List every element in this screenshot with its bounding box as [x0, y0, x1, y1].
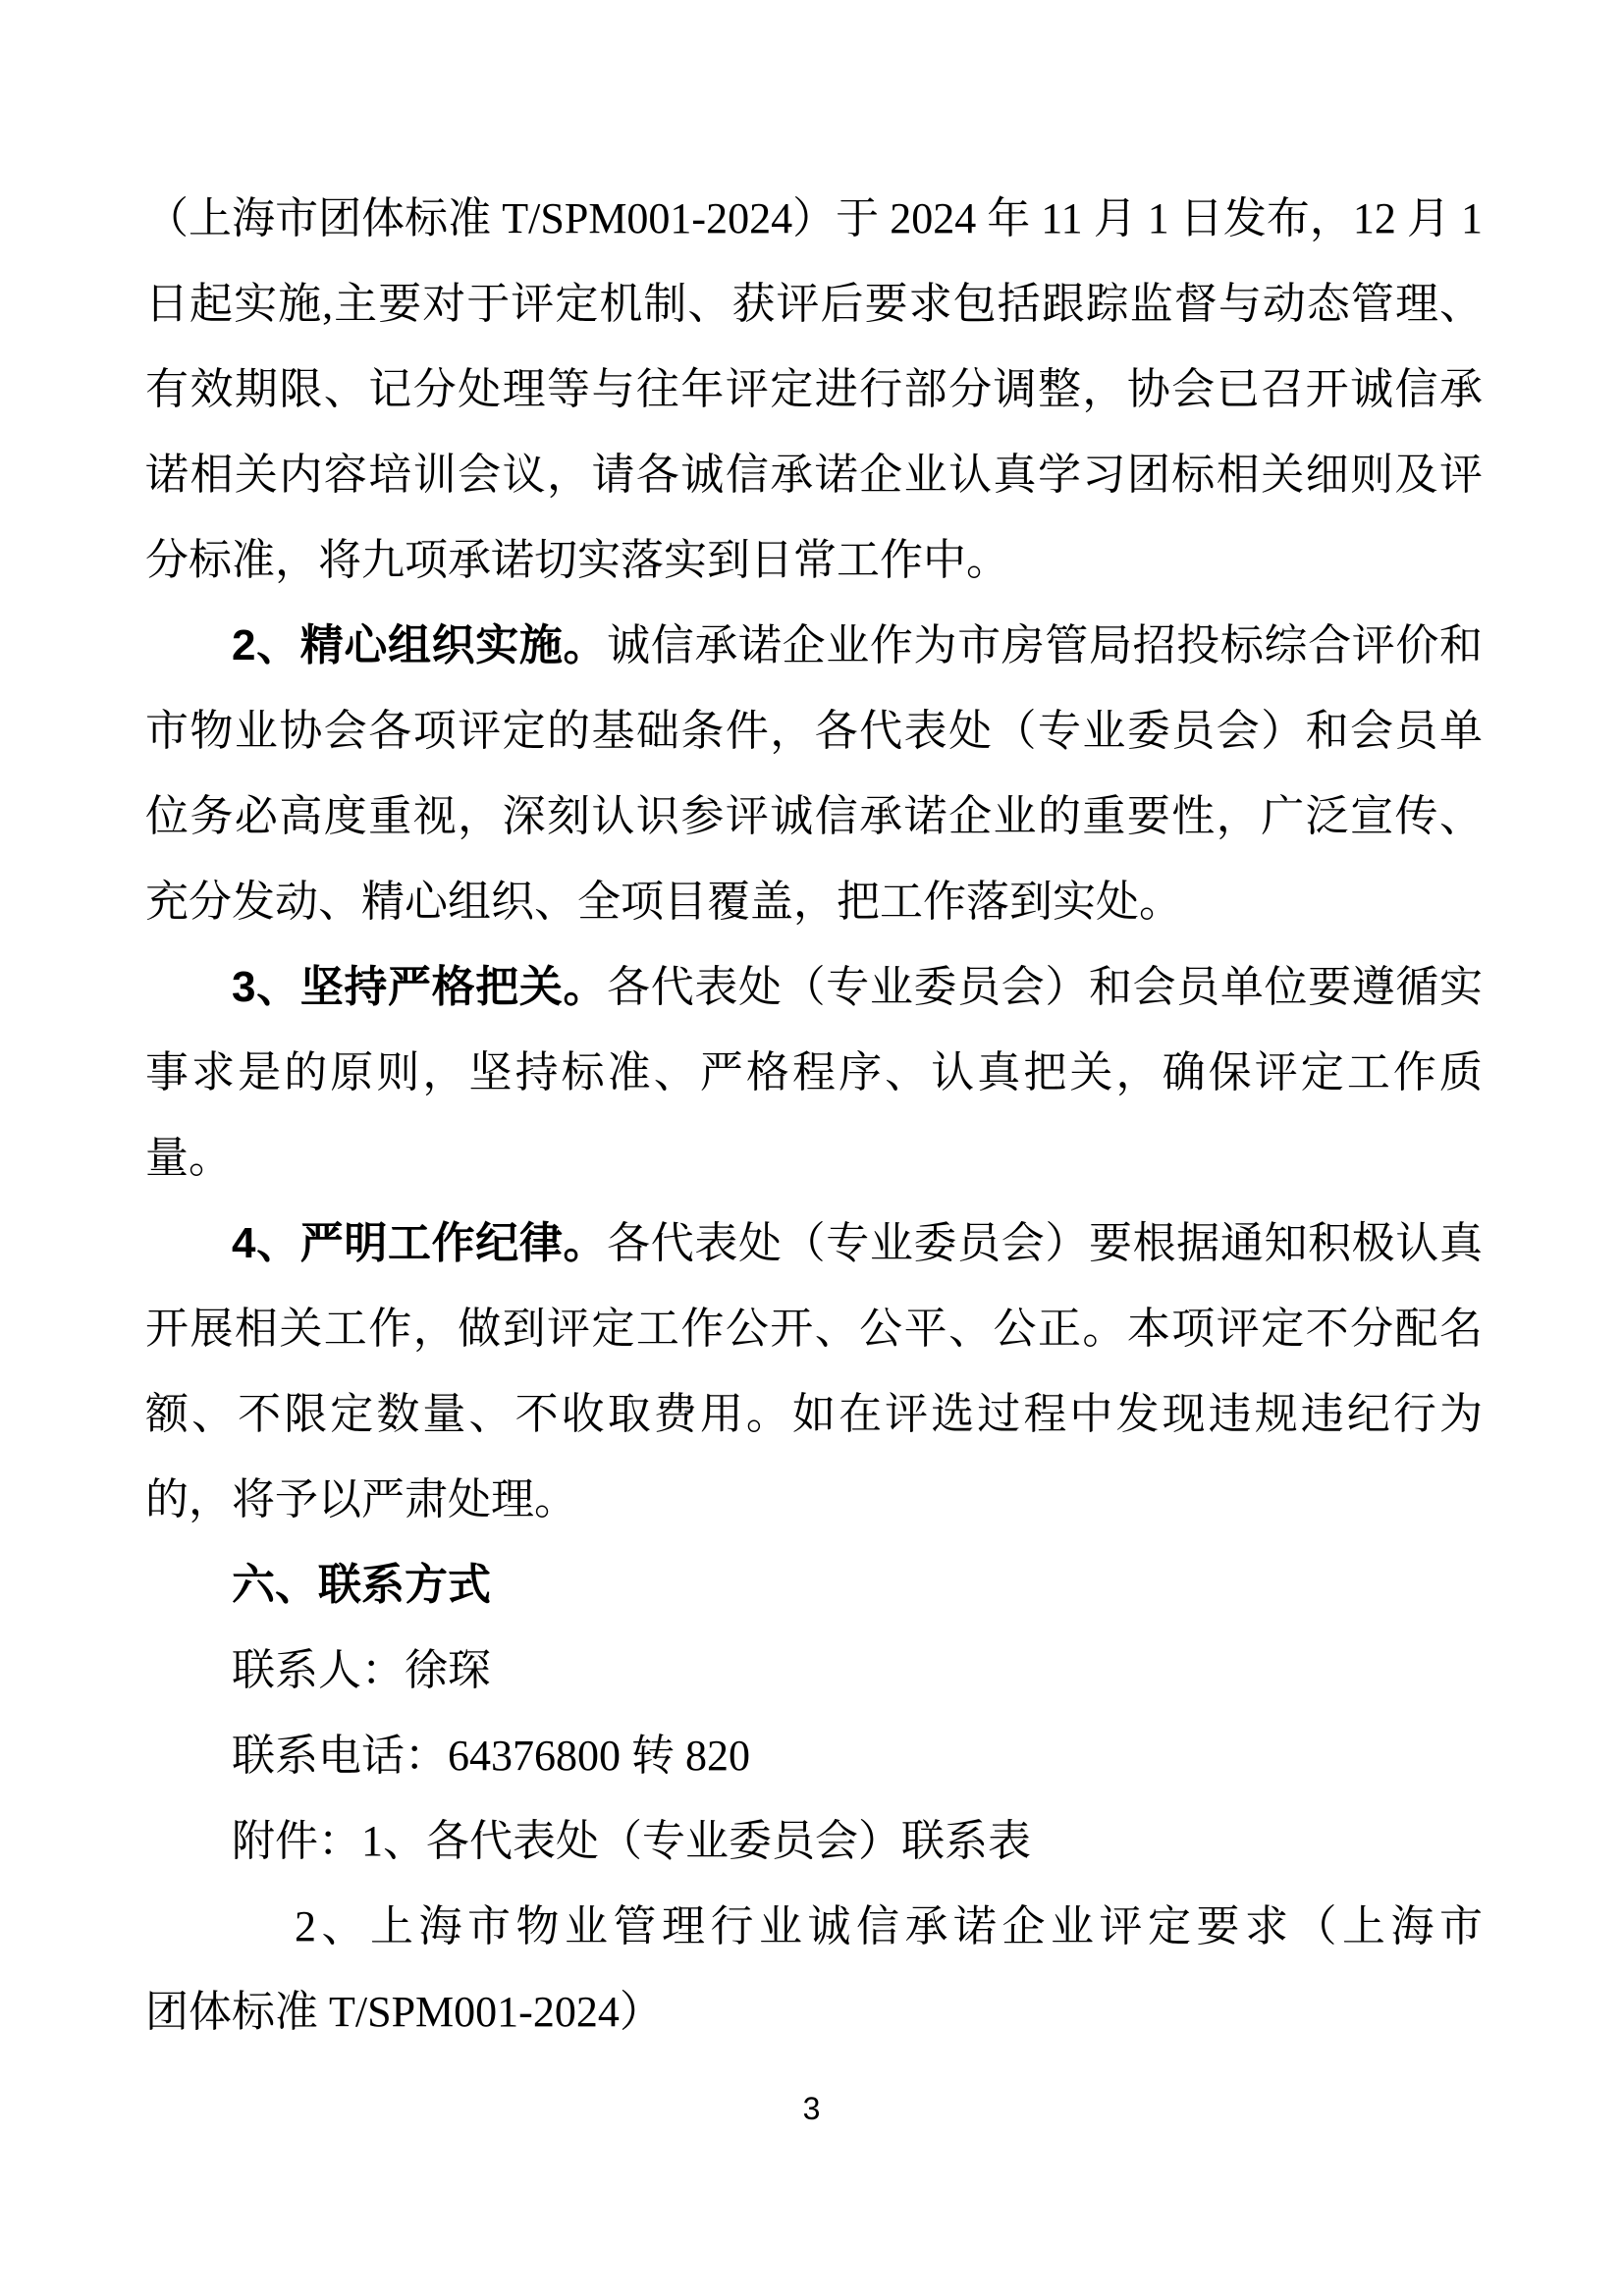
section-heading-contact: 六、联系方式 — [232, 1561, 491, 1609]
attachment-item-1: 附件：1、各代表处（专业委员会）联系表 — [232, 1817, 1031, 1865]
paragraph-standard-implementation — [145, 176, 1483, 603]
paragraph-text: （上海市团体标准 T/SPM001-2024）于 2024 年 11 月 1 日发布，12 月 1 日起实施,主要对于评定机制、获评后要求包括跟踪监督与动态管理、有效期限、记分处理等与往年评定进行部分调整，协会已召开诚信承诺相关内容培训会议，请各诚信承诺企业认真学习团标相关细则及评分标准，将九项承诺切实落实到日常工作中。 — [145, 194, 1483, 584]
paragraph-work-discipline — [145, 1201, 1483, 1542]
document-body — [145, 176, 1483, 2055]
paragraph-organize-implementation — [145, 603, 1483, 944]
paragraph-bold-lead: 2、精心组织实施。 — [232, 621, 608, 669]
attachment-item-2-line-2: 团体标准 T/SPM001-2024） — [145, 1988, 663, 2036]
contact-person-line: 联系人：徐琛 — [232, 1646, 491, 1694]
paragraph-bold-lead: 4、严明工作纪律。 — [232, 1219, 608, 1267]
attachment-item-2-line-1: 2、上海市物业管理行业诚信承诺企业评定要求（上海市 — [295, 1902, 1483, 1950]
paragraph-bold-lead: 3、坚持严格把关。 — [232, 963, 608, 1011]
paragraph-text: 诚信承诺企业作为市房管局招投标综合评价和市物业协会各项评定的基础条件，各代表处（专业委员会）和会员单位务必高度重视，深刻认识参评诚信承诺企业的重要性，广泛宣传、充分发动、精心组织、全项目覆盖，把工作落到实处。 — [145, 621, 1483, 926]
paragraph-text: 各代表处（专业委员会）要根据通知积极认真开展相关工作，做到评定工作公开、公平、公正。本项评定不分配名额、不限定数量、不收取费用。如在评选过程中发现违规违纪行为的，将予以严肃处理。 — [145, 1219, 1483, 1523]
contact-phone-line: 联系电话：64376800 转 820 — [232, 1732, 750, 1780]
page-number: 3 — [802, 2091, 821, 2126]
paragraph-strict-control — [145, 944, 1483, 1201]
paragraph-text: 各代表处（专业委员会）和会员单位要遵循实事求是的原则，坚持标准、严格程序、认真把关，确保评定工作质量。 — [145, 963, 1483, 1182]
